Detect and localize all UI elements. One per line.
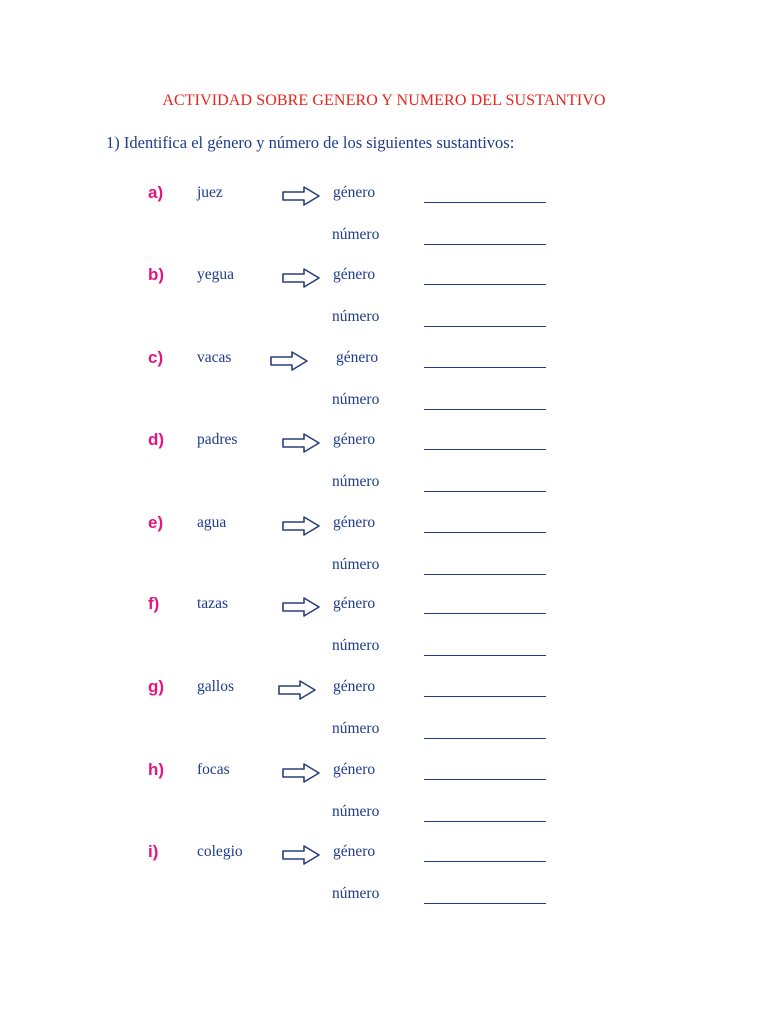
item-letter: b)	[148, 265, 165, 284]
item-letter: e)	[148, 513, 164, 532]
right-arrow-icon	[282, 433, 320, 453]
item-f	[0, 594, 768, 677]
item-h	[0, 760, 768, 843]
genero-answer-blank[interactable]	[424, 779, 546, 780]
item-word: yegua	[197, 266, 235, 283]
numero-label: número	[332, 226, 380, 243]
numero-label: número	[332, 473, 380, 490]
item-letter: g)	[148, 677, 165, 696]
instruction-text: 1) Identifica el género y número de los siguientes sustantivos:	[106, 133, 515, 152]
item-b	[0, 265, 768, 348]
right-arrow-icon	[270, 351, 308, 371]
genero-answer-blank[interactable]	[424, 367, 546, 368]
numero-answer-blank[interactable]	[424, 244, 546, 245]
item-e	[0, 513, 768, 596]
numero-label: número	[332, 308, 380, 325]
numero-label: número	[332, 720, 380, 737]
genero-label: género	[333, 184, 376, 201]
genero-answer-blank[interactable]	[424, 696, 546, 697]
numero-answer-blank[interactable]	[424, 738, 546, 739]
item-word: agua	[197, 514, 227, 531]
numero-label: número	[332, 556, 380, 573]
genero-answer-blank[interactable]	[424, 449, 546, 450]
numero-label: número	[332, 391, 380, 408]
item-a	[0, 183, 768, 266]
numero-label: número	[332, 803, 380, 820]
numero-answer-blank[interactable]	[424, 326, 546, 327]
item-word: padres	[197, 431, 238, 448]
genero-answer-blank[interactable]	[424, 284, 546, 285]
item-letter: h)	[148, 760, 165, 779]
genero-label: género	[333, 678, 376, 695]
genero-label: género	[333, 595, 376, 612]
right-arrow-icon	[282, 763, 320, 783]
right-arrow-icon	[282, 516, 320, 536]
genero-answer-blank[interactable]	[424, 532, 546, 533]
right-arrow-icon	[282, 186, 320, 206]
right-arrow-icon	[282, 597, 320, 617]
genero-answer-blank[interactable]	[424, 613, 546, 614]
numero-label: número	[332, 637, 380, 654]
item-word: tazas	[197, 595, 228, 612]
item-letter: d)	[148, 430, 165, 449]
numero-label: número	[332, 885, 380, 902]
numero-answer-blank[interactable]	[424, 821, 546, 822]
item-c	[0, 348, 768, 431]
item-letter: c)	[148, 348, 164, 367]
genero-label: género	[336, 349, 379, 366]
item-i	[0, 842, 768, 925]
numero-answer-blank[interactable]	[424, 903, 546, 904]
genero-label: género	[333, 761, 376, 778]
numero-answer-blank[interactable]	[424, 491, 546, 492]
right-arrow-icon	[282, 268, 320, 288]
genero-label: género	[333, 843, 376, 860]
item-word: juez	[197, 184, 223, 201]
numero-answer-blank[interactable]	[424, 655, 546, 656]
item-word: colegio	[197, 843, 243, 860]
genero-answer-blank[interactable]	[424, 202, 546, 203]
genero-label: género	[333, 266, 376, 283]
item-word: vacas	[197, 349, 232, 366]
item-d	[0, 430, 768, 513]
genero-answer-blank[interactable]	[424, 861, 546, 862]
item-letter: f)	[148, 594, 160, 613]
numero-answer-blank[interactable]	[424, 574, 546, 575]
item-word: focas	[197, 761, 230, 778]
genero-label: género	[333, 431, 376, 448]
right-arrow-icon	[278, 680, 316, 700]
item-g	[0, 677, 768, 760]
worksheet-title: ACTIVIDAD SOBRE GENERO Y NUMERO DEL SUSTANTIVO	[162, 92, 606, 109]
item-letter: i)	[148, 842, 159, 861]
genero-label: género	[333, 514, 376, 531]
numero-answer-blank[interactable]	[424, 409, 546, 410]
right-arrow-icon	[282, 845, 320, 865]
item-word: gallos	[197, 678, 235, 695]
item-letter: a)	[148, 183, 164, 202]
